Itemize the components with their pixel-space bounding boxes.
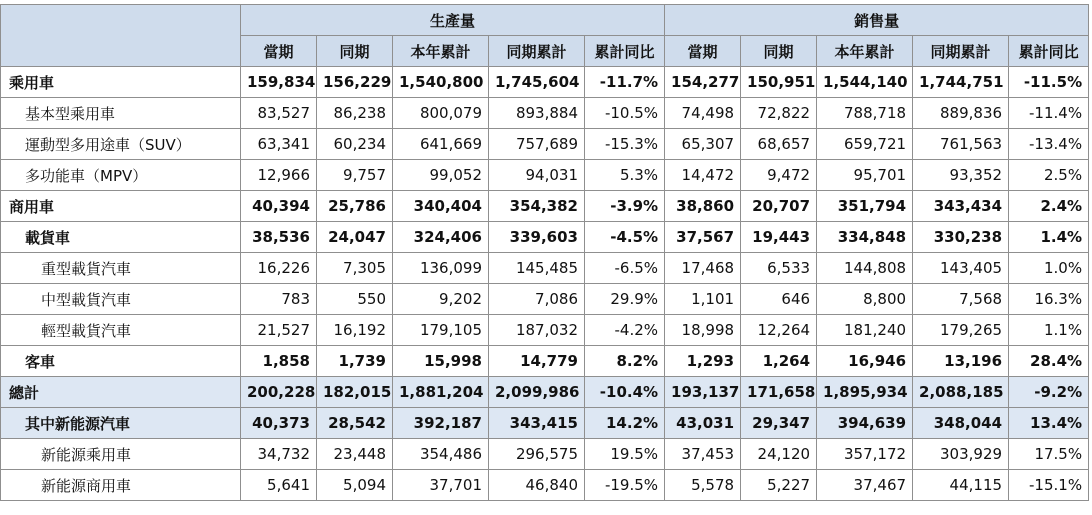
table-cell: 23,448	[317, 439, 393, 470]
table-cell: 1,544,140	[817, 67, 913, 98]
table-cell: 40,373	[241, 408, 317, 439]
table-cell: 83,527	[241, 98, 317, 129]
table-cell: 1,745,604	[489, 67, 585, 98]
table-cell: 348,044	[913, 408, 1009, 439]
row-label: 載貨車	[1, 222, 241, 253]
column-header: 累計同比	[585, 36, 665, 67]
table-cell: 2.5%	[1009, 160, 1089, 191]
table-cell: 9,202	[393, 284, 489, 315]
table-cell: 94,031	[489, 160, 585, 191]
table-cell: 1.0%	[1009, 253, 1089, 284]
table-cell: 60,234	[317, 129, 393, 160]
table-cell: 37,567	[665, 222, 741, 253]
table-cell: 893,884	[489, 98, 585, 129]
table-cell: 37,701	[393, 470, 489, 501]
table-cell: 17,468	[665, 253, 741, 284]
table-cell: 1,264	[741, 346, 817, 377]
table-cell: 143,405	[913, 253, 1009, 284]
table-cell: -11.7%	[585, 67, 665, 98]
table-cell: 9,472	[741, 160, 817, 191]
table-cell: 145,485	[489, 253, 585, 284]
table-row	[1, 408, 1089, 439]
row-label: 重型載貨汽車	[1, 253, 241, 284]
table-cell: 16,946	[817, 346, 913, 377]
table-cell: 1,858	[241, 346, 317, 377]
table-cell: 1,895,934	[817, 377, 913, 408]
table-cell: 21,527	[241, 315, 317, 346]
table-cell: -10.5%	[585, 98, 665, 129]
table-cell: 296,575	[489, 439, 585, 470]
table-cell: 200,228	[241, 377, 317, 408]
table-row	[1, 160, 1089, 191]
table-row	[1, 67, 1089, 98]
table-cell: 641,669	[393, 129, 489, 160]
table-cell: 1,881,204	[393, 377, 489, 408]
table-cell: 18,998	[665, 315, 741, 346]
table-cell: 351,794	[817, 191, 913, 222]
table-cell: 29.9%	[585, 284, 665, 315]
table-cell: 14,472	[665, 160, 741, 191]
table-cell: 37,453	[665, 439, 741, 470]
table-cell: 7,086	[489, 284, 585, 315]
column-header: 本年累計	[393, 36, 489, 67]
table-cell: 46,840	[489, 470, 585, 501]
table-cell: 93,352	[913, 160, 1009, 191]
table-cell: 159,834	[241, 67, 317, 98]
table-cell: -4.2%	[585, 315, 665, 346]
column-header: 同期累計	[913, 36, 1009, 67]
table-cell: 38,860	[665, 191, 741, 222]
table-cell: 179,265	[913, 315, 1009, 346]
table-cell: 7,568	[913, 284, 1009, 315]
table-row	[1, 470, 1089, 501]
row-label: 中型載貨汽車	[1, 284, 241, 315]
table-cell: 68,657	[741, 129, 817, 160]
table-cell: 179,105	[393, 315, 489, 346]
table-cell: 154,277	[665, 67, 741, 98]
table-cell: 330,238	[913, 222, 1009, 253]
table-cell: 15,998	[393, 346, 489, 377]
row-label: 客車	[1, 346, 241, 377]
table-cell: 5,641	[241, 470, 317, 501]
table-cell: 20,707	[741, 191, 817, 222]
column-header: 本年累計	[817, 36, 913, 67]
table-cell: 357,172	[817, 439, 913, 470]
table-cell: 13.4%	[1009, 408, 1089, 439]
table-cell: -13.4%	[1009, 129, 1089, 160]
table-row	[1, 315, 1089, 346]
table-cell: 19.5%	[585, 439, 665, 470]
table-cell: -11.5%	[1009, 67, 1089, 98]
table-cell: 5,227	[741, 470, 817, 501]
table-cell: 392,187	[393, 408, 489, 439]
table-row	[1, 284, 1089, 315]
table-cell: 550	[317, 284, 393, 315]
table-cell: -10.4%	[585, 377, 665, 408]
table-cell: 2,099,986	[489, 377, 585, 408]
table-cell: 340,404	[393, 191, 489, 222]
table-cell: 2,088,185	[913, 377, 1009, 408]
column-header: 同期累計	[489, 36, 585, 67]
table-cell: 44,115	[913, 470, 1009, 501]
table-cell: 187,032	[489, 315, 585, 346]
table-cell: 144,808	[817, 253, 913, 284]
table-cell: 659,721	[817, 129, 913, 160]
table-cell: 16.3%	[1009, 284, 1089, 315]
table-cell: 17.5%	[1009, 439, 1089, 470]
column-header: 當期	[241, 36, 317, 67]
table-cell: 783	[241, 284, 317, 315]
table-cell: 339,603	[489, 222, 585, 253]
table-cell: 12,264	[741, 315, 817, 346]
table-cell: 16,226	[241, 253, 317, 284]
table-cell: 136,099	[393, 253, 489, 284]
row-label: 新能源乘用車	[1, 439, 241, 470]
table-cell: 5,094	[317, 470, 393, 501]
table-cell: -3.9%	[585, 191, 665, 222]
table-cell: 25,786	[317, 191, 393, 222]
table-cell: 150,951	[741, 67, 817, 98]
table-cell: 1,540,800	[393, 67, 489, 98]
table-row	[1, 377, 1089, 408]
table-cell: 788,718	[817, 98, 913, 129]
row-label: 乘用車	[1, 67, 241, 98]
table-cell: 303,929	[913, 439, 1009, 470]
table-cell: -11.4%	[1009, 98, 1089, 129]
table-cell: -6.5%	[585, 253, 665, 284]
header-sales: 銷售量	[665, 5, 1089, 36]
row-label: 運動型多用途車（SUV）	[1, 129, 241, 160]
row-label: 基本型乘用車	[1, 98, 241, 129]
table-cell: 354,486	[393, 439, 489, 470]
table-row	[1, 253, 1089, 284]
table-cell: 72,822	[741, 98, 817, 129]
table-cell: 193,137	[665, 377, 741, 408]
table-cell: 37,467	[817, 470, 913, 501]
table-cell: -19.5%	[585, 470, 665, 501]
table-row	[1, 222, 1089, 253]
table-cell: 646	[741, 284, 817, 315]
table-cell: 40,394	[241, 191, 317, 222]
row-label: 總計	[1, 377, 241, 408]
table-cell: 65,307	[665, 129, 741, 160]
table-cell: -15.1%	[1009, 470, 1089, 501]
table-cell: 181,240	[817, 315, 913, 346]
table-cell: 14.2%	[585, 408, 665, 439]
row-label: 其中新能源汽車	[1, 408, 241, 439]
table-row	[1, 346, 1089, 377]
row-label: 商用車	[1, 191, 241, 222]
table-cell: 1.4%	[1009, 222, 1089, 253]
table-cell: 2.4%	[1009, 191, 1089, 222]
table-cell: 28,542	[317, 408, 393, 439]
row-label: 新能源商用車	[1, 470, 241, 501]
table-cell: 6,533	[741, 253, 817, 284]
table-cell: 1,744,751	[913, 67, 1009, 98]
header-production: 生產量	[241, 5, 665, 36]
table-cell: 86,238	[317, 98, 393, 129]
table-cell: 343,415	[489, 408, 585, 439]
table-cell: 324,406	[393, 222, 489, 253]
column-header: 同期	[741, 36, 817, 67]
row-label: 輕型載貨汽車	[1, 315, 241, 346]
table-cell: -9.2%	[1009, 377, 1089, 408]
table-cell: 99,052	[393, 160, 489, 191]
table-cell: 182,015	[317, 377, 393, 408]
table-cell: 8.2%	[585, 346, 665, 377]
table-cell: 7,305	[317, 253, 393, 284]
table-row	[1, 439, 1089, 470]
table-cell: -4.5%	[585, 222, 665, 253]
table-cell: 12,966	[241, 160, 317, 191]
table-cell: 156,229	[317, 67, 393, 98]
table-cell: 8,800	[817, 284, 913, 315]
table-cell: -15.3%	[585, 129, 665, 160]
table-cell: 5,578	[665, 470, 741, 501]
table-cell: 354,382	[489, 191, 585, 222]
table-cell: 1,739	[317, 346, 393, 377]
table-cell: 29,347	[741, 408, 817, 439]
column-header: 同期	[317, 36, 393, 67]
table-row	[1, 98, 1089, 129]
table-cell: 9,757	[317, 160, 393, 191]
table-cell: 14,779	[489, 346, 585, 377]
table-cell: 1,293	[665, 346, 741, 377]
table-row	[1, 191, 1089, 222]
table-cell: 24,047	[317, 222, 393, 253]
table-cell: 334,848	[817, 222, 913, 253]
table-cell: 1,101	[665, 284, 741, 315]
header-corner-cell	[1, 5, 241, 67]
table-cell: 889,836	[913, 98, 1009, 129]
column-header: 累計同比	[1009, 36, 1089, 67]
table-cell: 394,639	[817, 408, 913, 439]
header-group-row	[1, 5, 1089, 36]
table-cell: 19,443	[741, 222, 817, 253]
table-cell: 1.1%	[1009, 315, 1089, 346]
table-cell: 13,196	[913, 346, 1009, 377]
table-cell: 38,536	[241, 222, 317, 253]
table-cell: 757,689	[489, 129, 585, 160]
table-cell: 74,498	[665, 98, 741, 129]
table-cell: 5.3%	[585, 160, 665, 191]
column-header: 當期	[665, 36, 741, 67]
table-cell: 343,434	[913, 191, 1009, 222]
table-cell: 761,563	[913, 129, 1009, 160]
table-cell: 28.4%	[1009, 346, 1089, 377]
table-cell: 16,192	[317, 315, 393, 346]
table-cell: 43,031	[665, 408, 741, 439]
table-cell: 95,701	[817, 160, 913, 191]
table-cell: 800,079	[393, 98, 489, 129]
table-cell: 24,120	[741, 439, 817, 470]
row-label: 多功能車（MPV）	[1, 160, 241, 191]
table-row	[1, 129, 1089, 160]
table-cell: 63,341	[241, 129, 317, 160]
vehicle-stats-table	[0, 4, 1089, 501]
table-cell: 171,658	[741, 377, 817, 408]
table-cell: 34,732	[241, 439, 317, 470]
